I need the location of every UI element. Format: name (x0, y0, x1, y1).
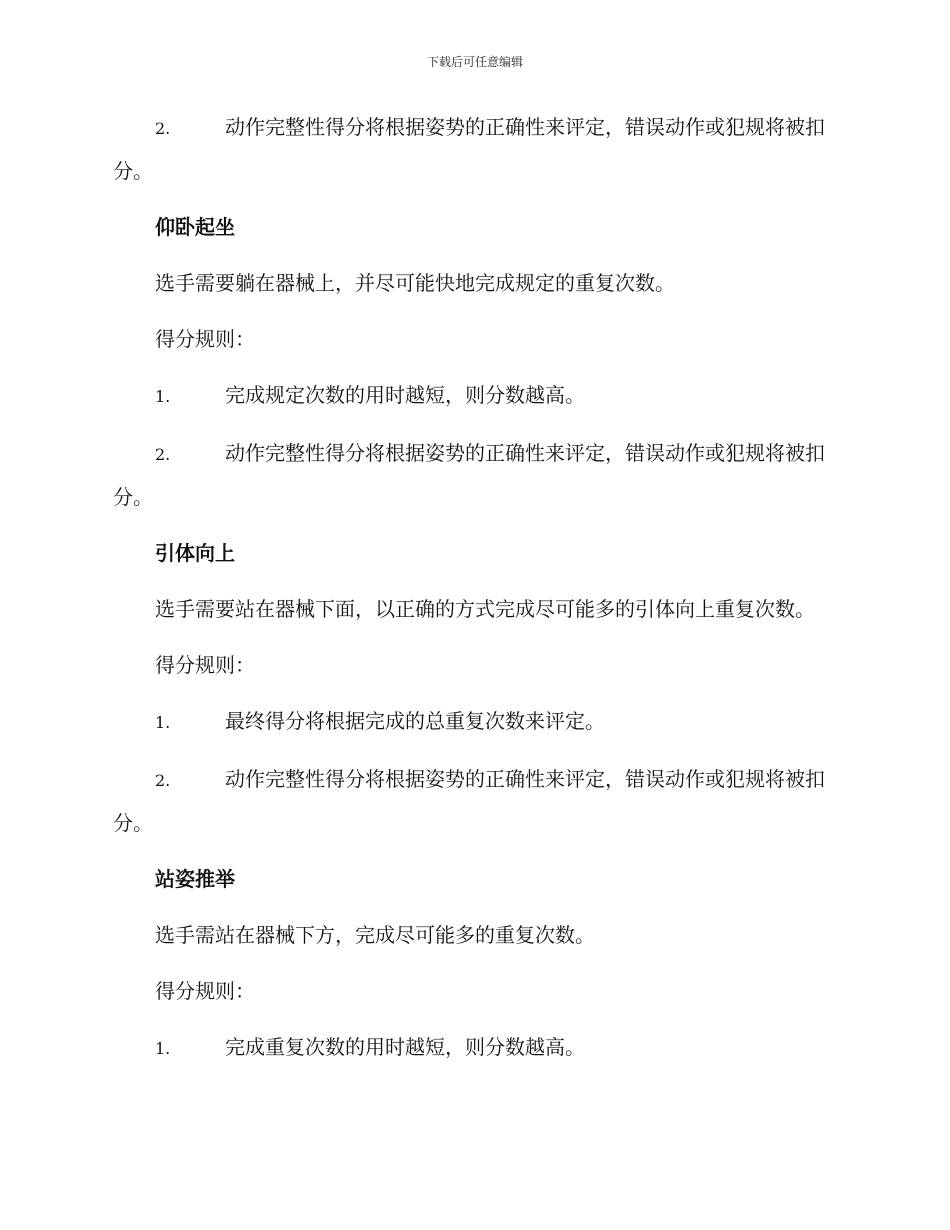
list-number: 1. (155, 387, 171, 406)
paragraph: 选手需要站在器械下面，以正确的方式完成尽可能多的引体向上重复次数。 (155, 597, 815, 621)
section-heading-situps: 仰卧起坐 (155, 215, 235, 239)
list-item (113, 1026, 837, 1070)
page-header: 下载后可任意编辑 (426, 55, 523, 69)
list-item (113, 374, 837, 418)
list-number: 2. (155, 771, 171, 790)
document-body (113, 106, 837, 1084)
list-item-text: 完成规定次数的用时越短，则分数越高。 (225, 383, 585, 407)
paragraph: 选手需要躺在器械上，并尽可能快地完成规定的重复次数。 (155, 271, 675, 295)
paragraph: 选手需站在器械下方，完成尽可能多的重复次数。 (155, 923, 595, 947)
list-item-text: 动作完整性得分将根据姿势的正确性来评定，错误动作或犯规将被扣分。 (113, 115, 825, 183)
scoring-rules-label: 得分规则： (155, 979, 255, 1003)
list-item-text: 动作完整性得分将根据姿势的正确性来评定，错误动作或犯规将被扣分。 (113, 767, 825, 835)
list-item (113, 758, 837, 844)
section-heading-pullups: 引体向上 (155, 541, 235, 565)
list-item-text: 最终得分将根据完成的总重复次数来评定。 (225, 709, 605, 733)
list-number: 2. (155, 119, 171, 138)
section-heading-press: 站姿推举 (155, 867, 235, 891)
list-item (113, 106, 837, 192)
list-item (113, 432, 837, 518)
list-item (113, 700, 837, 744)
list-number: 1. (155, 1039, 171, 1058)
scoring-rules-label: 得分规则： (155, 653, 255, 677)
scoring-rules-label: 得分规则： (155, 327, 255, 351)
list-number: 1. (155, 713, 171, 732)
list-item-text: 完成重复次数的用时越短，则分数越高。 (225, 1035, 585, 1059)
list-item-text: 动作完整性得分将根据姿势的正确性来评定，错误动作或犯规将被扣分。 (113, 441, 825, 509)
list-number: 2. (155, 445, 171, 464)
